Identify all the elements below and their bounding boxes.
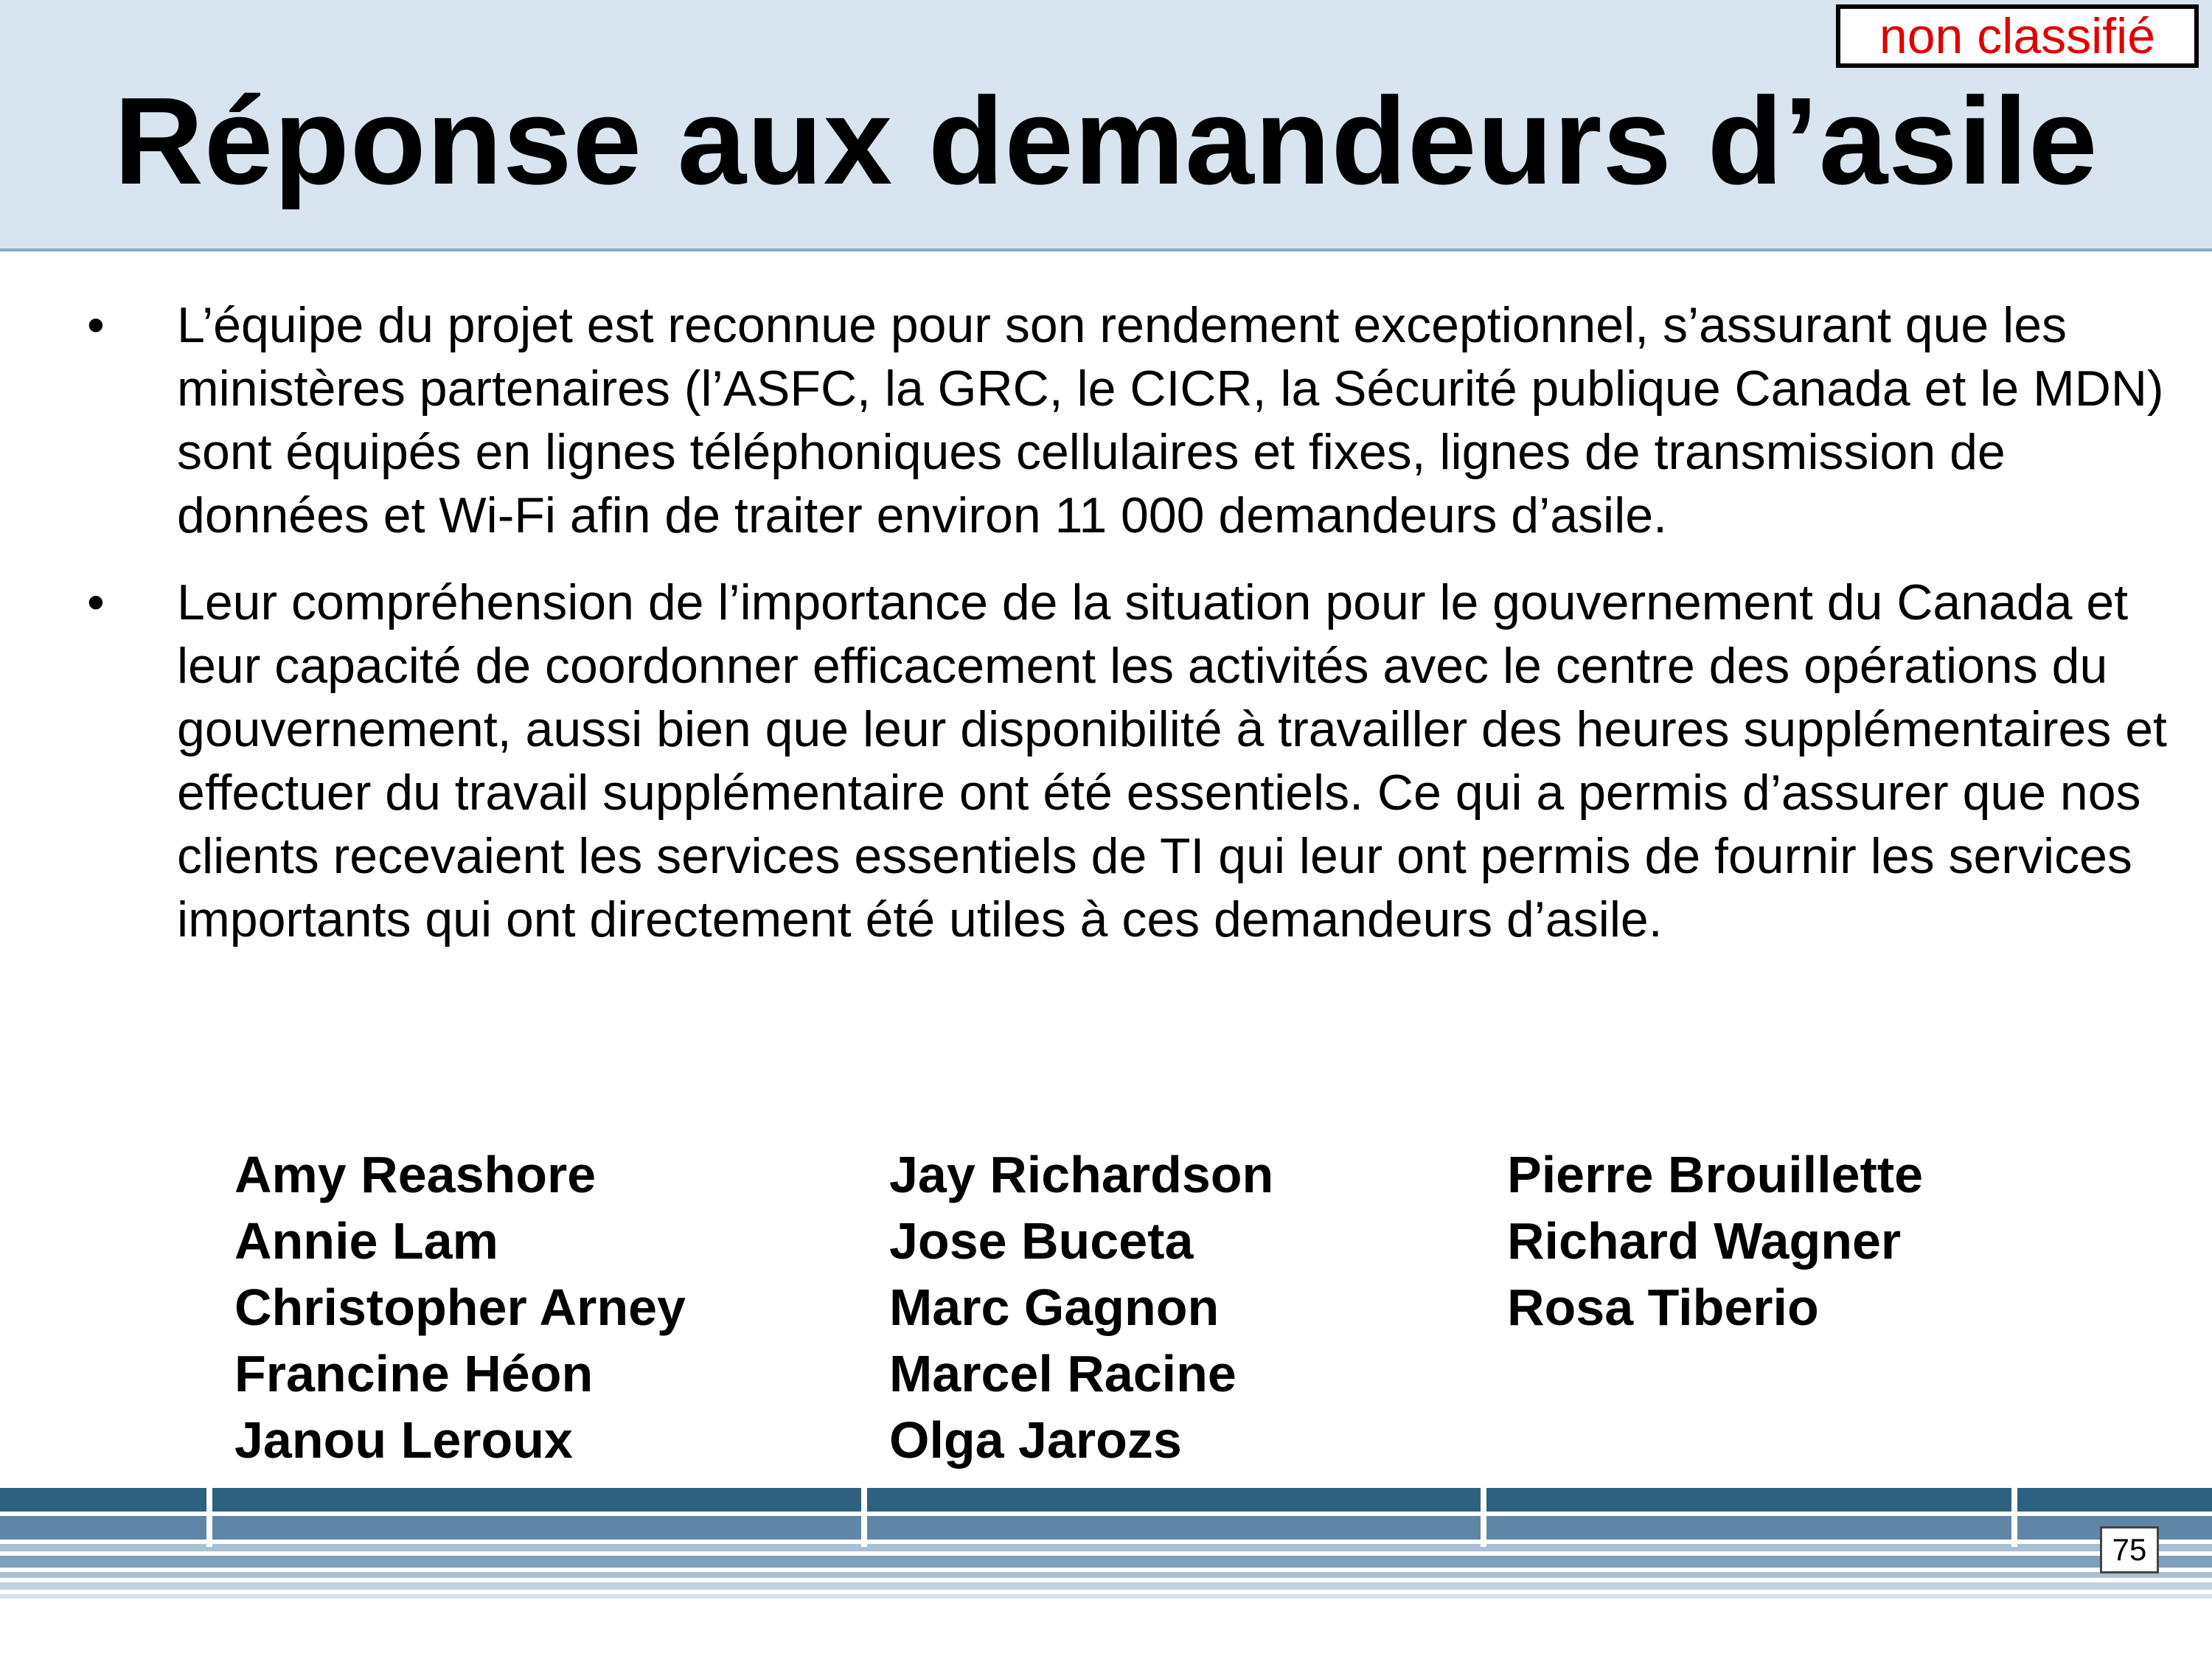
team-member-name: Janou Leroux	[234, 1411, 573, 1469]
names-column-1	[234, 1141, 686, 1473]
page-number: 75	[2100, 1526, 2159, 1573]
team-member-name: Olga Jarozs	[889, 1411, 1182, 1469]
footer-band-dark	[0, 1488, 2212, 1512]
bullet-marker: •	[87, 574, 105, 630]
team-member-name: Amy Reashore	[234, 1146, 597, 1203]
bullet-list	[87, 293, 2181, 975]
footer-divider	[1481, 1488, 1486, 1547]
footer-band-mid	[0, 1516, 2212, 1540]
team-member-name: Pierre Brouillette	[1507, 1146, 1924, 1203]
team-member-name: Christopher Arney	[234, 1279, 686, 1336]
team-member-name: Marcel Racine	[889, 1345, 1237, 1402]
slide-title: Réponse aux demandeurs d’asile	[114, 72, 2098, 210]
bullet-text: Leur compréhension de l’importance de la situation pour le gouvernement du Canada et leur capacité de coordonner efficacement les activités avec le centre des opérations du gouvernement, aussi bien que leur disponibilité à travailler des heures supplémentaires et effectuer du travail supplémentaire ont été essentiels. Ce qui a permis d’assurer que nos clients recevaient les services essentiels de TI qui leur ont permis de fournir les services importants qui ont directement été utiles à ces demandeurs d’asile.	[177, 574, 2167, 947]
footer-band-light-4	[0, 1594, 2212, 1599]
footer-divider	[861, 1488, 867, 1547]
footer-band-light-3	[0, 1582, 2212, 1590]
footer-divider	[206, 1488, 212, 1547]
footer-band-light-2	[0, 1572, 2212, 1578]
names-column-3	[1507, 1141, 1923, 1340]
team-member-name: Richard Wagner	[1507, 1212, 1902, 1270]
bullet-marker: •	[87, 297, 105, 353]
bullet-item	[87, 571, 2181, 951]
footer-band-light	[0, 1544, 2212, 1551]
footer-band-mid-2	[0, 1556, 2212, 1568]
footer-divider	[2011, 1488, 2017, 1547]
slide-header	[0, 0, 2212, 251]
bullet-text: L’équipe du projet est reconnue pour son rendement exceptionnel, s’assurant que les ministères partenaires (l’ASFC, la GRC, le CICR, la Sécurité publique Canada et le MDN) sont équipés en lignes téléphoniques cellulaires et fixes, lignes de transmission de données et Wi-Fi afin de traiter environ 11 000 demandeurs d’asile.	[177, 297, 2164, 543]
team-member-name: Jay Richardson	[889, 1146, 1274, 1203]
team-member-name: Jose Buceta	[889, 1212, 1194, 1270]
bullet-item	[87, 293, 2181, 547]
classification-label: non classifié	[1836, 4, 2199, 68]
team-member-name: Annie Lam	[234, 1212, 498, 1270]
names-column-2	[889, 1141, 1273, 1473]
team-names	[234, 1141, 2152, 1481]
footer-decoration	[0, 1488, 2212, 1659]
team-member-name: Marc Gagnon	[889, 1279, 1220, 1336]
team-member-name: Francine Héon	[234, 1345, 594, 1402]
team-member-name: Rosa Tiberio	[1507, 1279, 1819, 1336]
